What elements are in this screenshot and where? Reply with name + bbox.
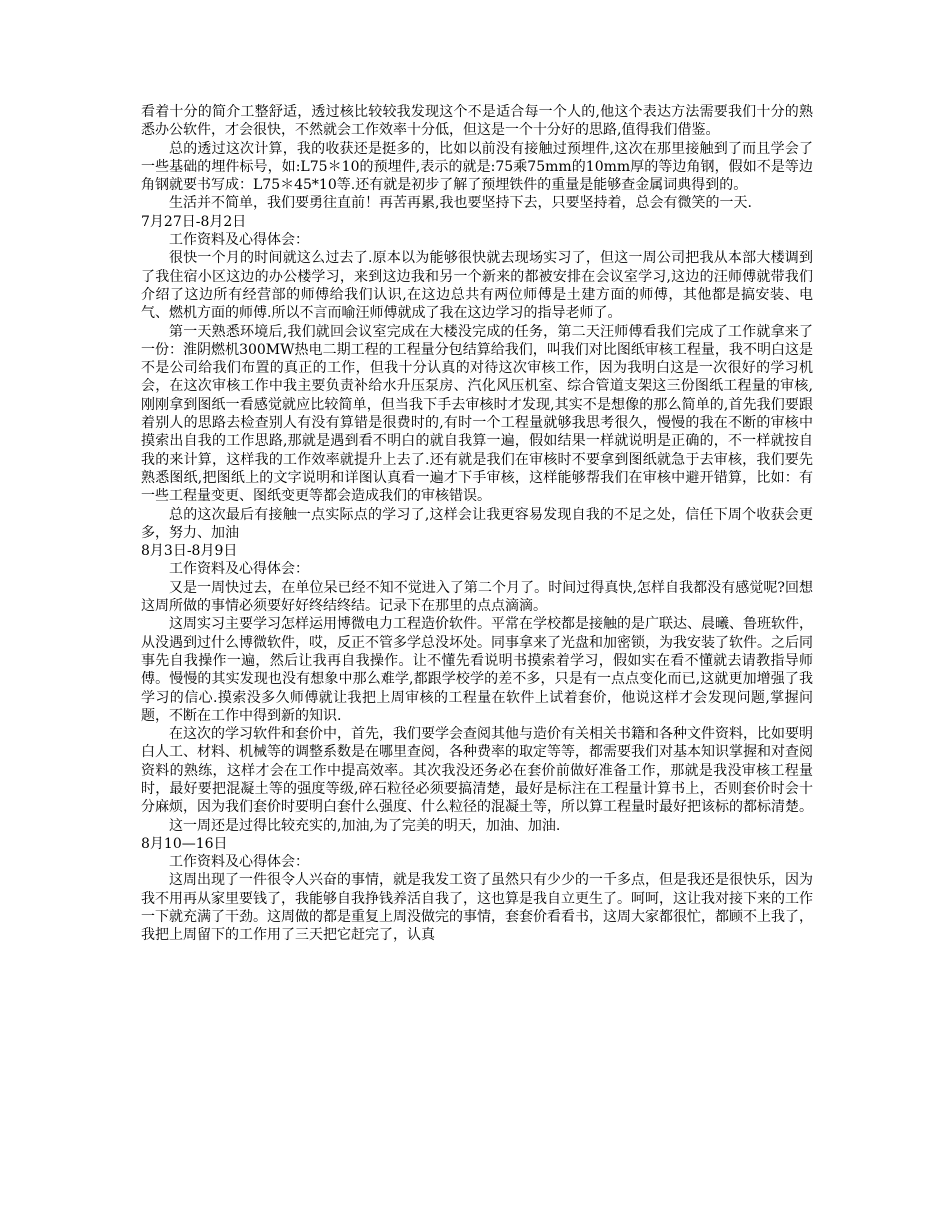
paragraph-summary-embedded-parts: 总的透过这次计算，我的收获还是挺多的，比如以前没有接触过预埋件,这次在那里接触到了而且学会了一些基础的埋件标号，如:L75＊10的预埋件,表示的就是:75乘75mm的10mm厚的等边角钢，假如不是等边角钢就要书写成：L75＊45*10等.还有就是初步了解了预埋铁件的重量是能够查金属词典得到的。 xyxy=(141,140,813,194)
paragraph-pricing-notes: 在这次的学习软件和套价中，首先，我们要学会查阅其他与造价有关相关书籍和各种文件资料，比如要明白人工、材料、机械等的调整系数是在哪里查阅，各种费率的取定等等，都需要我们对基本知识掌握和对查阅资料的熟练，这样才会在工作中提高效率。其次我没还务必在套价前做好准备工作，那就是我没审核工程量时，最好要把混凝土等的强度等级,碎石粒径必须要搞清楚，最好是标注在工程量计算书上，否则套价时会十分麻烦，因为我们套价时要明白套什么强度、什么粒径的混凝土等，所以算工程量时最好把该标的都标清楚。 xyxy=(141,726,813,816)
section-label-work-notes: 工作资料及心得体会： xyxy=(169,232,309,249)
paragraph-week-summary: 总的这次最后有接触一点实际点的学习了,这样会让我更容易发现自我的不足之处，信任下周个收获会更多，努力、加油 xyxy=(141,506,813,541)
section-label-work-notes: 工作资料及心得体会： xyxy=(169,561,309,578)
paragraph-continuation: 看着十分的简介工整舒适，透过核比较较我发现这个不是适合每一个人的,他这个表达方法需要我们十分的熟悉办公软件，才会很快，不然就会工作效率十分低，但这是一个十分好的思路,值得我们借鉴。 xyxy=(141,104,813,139)
week-heading-jul27-aug2: 7月27日-8月2日 xyxy=(141,213,247,230)
week-heading-aug3-aug9: 8月3日-8月9日 xyxy=(141,543,238,560)
document-body xyxy=(141,103,813,945)
paragraph-first-salary: 这周出现了一件很令人兴奋的事情，就是我发工资了虽然只有少少的一千多点，但是我还是很快乐，因为我不用再从家里要钱了，我能够自我挣钱养活自我了，这也算是我自立更生了。呵呵，这让我对接下来的工作一下就充满了干劲。这周做的都是重复上周没做完的事情，套套价看看书，这周大家都很忙，都顾不上我了，我把上周留下的工作用了三天把它赶完了，认真 xyxy=(141,872,813,944)
paragraph-review-work: 第一天熟悉环境后,我们就回会议室完成在大楼没完成的任务，第二天汪师傅看我们完成了工作就拿来了一份：淮阴燃机300MW热电二期工程的工程量分包结算给我们，叫我们对比图纸审核工程量，我不明白这是不是公司给我们布置的真正的工作，但我十分认真的对待这次审核工作，因为我明白这是一次很好的学习机会，在这次审核工作中我主要负责补给水升压泵房、汽化风压机室、综合管道支架这三份图纸工程量的审核,刚刚拿到图纸一看感觉就应比较简单，但当我下手去审核时才发现,其实不是想像的那么简单的,首先我们要跟着别人的思路去检查别人有没有算错是很费时的,有时一个工程量就够我思考很久，慢慢的我在不断的审核中摸索出自我的工作思路,那就是遇到看不明白的就自我算一遍，假如结果一样就说明是正确的，不一样就按自我的来计算，这样我的工作效率就提升上去了.还有就是我们在审核时不要拿到图纸就急于去审核，我们要先熟悉图纸,把图纸上的文字说明和详图认真看一遍才下手审核，这样能够帮我们在审核中避开错算，比如：有一些工程量变更、图纸变更等都会造成我们的审核错误。 xyxy=(141,323,813,505)
paragraph-software-learning: 这周实习主要学习怎样运用博微电力工程造价软件。平常在学校都是接触的是广联达、晨曦、鲁班软件，从没遇到过什么博微软件，哎，反正不管多学总没坏处。同事拿来了光盘和加密锁，为我安装了软件。之后同事先自我操作一遍，然后让我再自我操作。让不懂先看说明书摸索着学习，假如实在看不懂就去请教指导师傅。慢慢的其实发现也没有想象中那么难学,都跟学校学的差不多，只是有一点点变化而已,这就更加增强了我学习的信心.摸索没多久师傅就让我把上周审核的工程量在软件上试着套价，他说这样才会发现问题,掌握问题，不断在工作中得到新的知识. xyxy=(141,616,813,724)
section-label-work-notes: 工作资料及心得体会： xyxy=(169,854,309,871)
paragraph-office-move: 很快一个月的时间就这么过去了.原本以为能够很快就去现场实习了，但这一周公司把我从本部大楼调到了我住宿小区这边的办公楼学习，来到这边我和另一个新来的都被安排在会议室学习,这边的汪师傅就带我们介绍了这边所有经营部的师傅给我们认识,在这边总共有两位师傅是土建方面的师傅，其他都是搞安装、电气、燃机方面的师傅.所以不言而喻汪师傅就成了我在这边学习的指导老师了。 xyxy=(141,250,813,322)
paragraph-week-cheer: 这一周还是过得比较充实的,加油,为了完美的明天，加油、加油. xyxy=(169,817,561,834)
paragraph-second-month: 又是一周快过去，在单位呆已经不知不觉进入了第二个月了。时间过得真快,怎样自我都没有感觉呢?回想这周所做的事情必须要好好终结终结。记录下在那里的点点滴滴。 xyxy=(141,579,813,615)
paragraph-life-motto: 生活并不简单，我们要勇往直前！再苦再累,我也要坚持下去，只要坚持着，总会有微笑的一天. xyxy=(169,195,752,212)
week-heading-aug10-16: 8月10—16日 xyxy=(141,835,228,852)
